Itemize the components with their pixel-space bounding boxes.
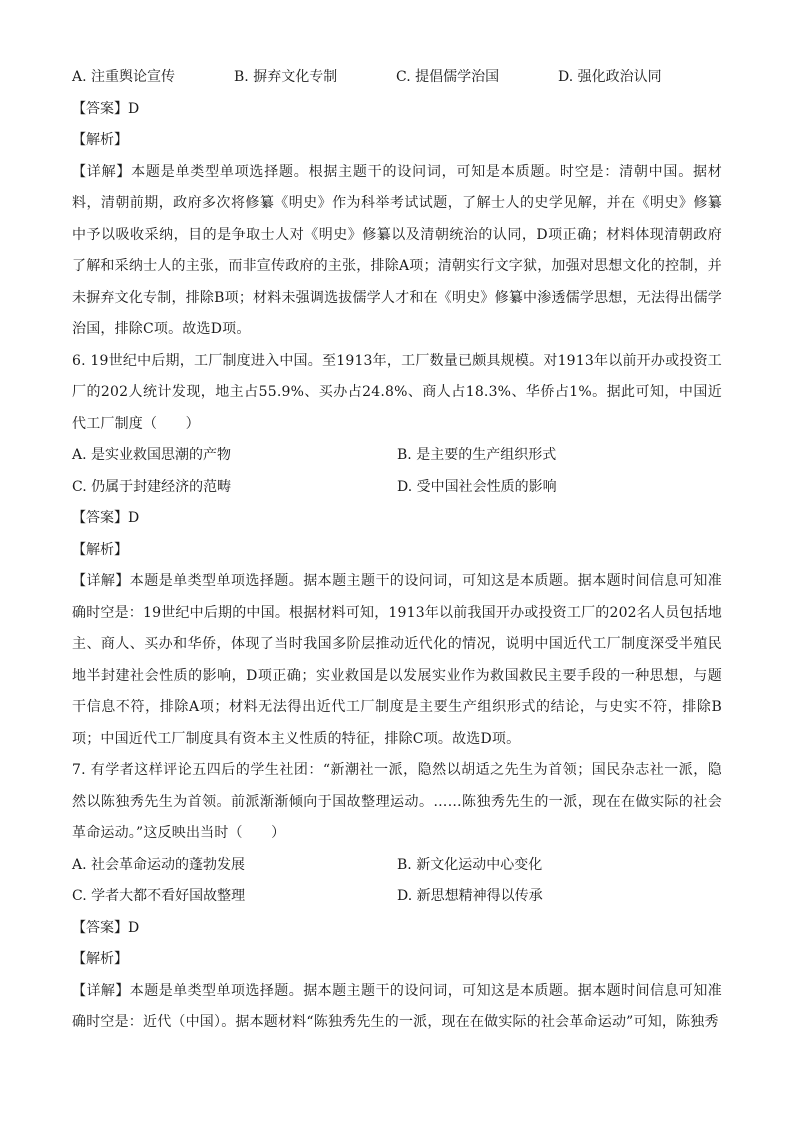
q6-option-c: C. 仍属于封建经济的范畴 [72,478,232,495]
q5-option-a: A. 注重舆论宣传 [72,69,176,85]
q6-analysis-label: 【解析】 [72,541,128,558]
q7-option-b: B. 新文化运动中心变化 [397,856,543,873]
q7-option-d: D. 新思想精神得以传承 [397,888,543,904]
q7-detail: 【详解】本题是单类型单项选择题。据本题主题干的设问词，可知这是本质题。据本题时间信息可知准确时空是：近代（中国）。据本题材料“陈独秀先生的一派，现在在做实际的社会革命运动”可知，陈独秀 [72,982,722,1030]
q5-option-c: C. 提倡儒学治国 [396,69,500,85]
q5-option-d: D. 强化政治认同 [558,69,662,85]
q6-option-b: B. 是主要的生产组织形式 [397,447,557,463]
q5-answer: 【答案】D [72,100,140,117]
q5-option-b: B. 摒弃文化专制 [234,69,338,85]
q7-option-c: C. 学者大都不看好国故整理 [72,888,246,904]
q5-detail: 【详解】本题是单类型单项选择题。根据主题干的设问词，可知是本质题。时空是：清朝中国。据材料，清朝前期，政府多次将修纂《明史》作为科举考试试题，了解士人的史学见解，并在《明史》修纂中予以吸收采纳，目的是争取士人对《明史》修纂以及清朝统治的认同，D项正确；材料体现清朝政府了解和采纳士人的主张，而非宣传政府的主张，排除A项；清朝实行文字狱，加强对思想文化的控制，并未摒弃文化专制，排除B项；材料未强调选拔儒学人才和在《明史》修纂中渗透儒学思想，无法得出儒学治国，排除C项。故选D项。 [72,163,722,337]
q6-answer: 【答案】D [72,510,140,526]
document-page [72,62,722,1039]
q6-option-d: D. 受中国社会性质的影响 [397,478,557,495]
q5-analysis-label: 【解析】 [72,132,128,148]
q7-option-a: A. 社会革命运动的蓬勃发展 [72,856,246,873]
q5-options [72,62,722,94]
q7-answer: 【答案】D [72,919,140,936]
q7-stem: 7. 有学者这样评论五四后的学生社团：“新潮社一派，隐然以胡适之先生为首领；国民杂志社一派，隐然以陈独秀先生为首领。前派渐渐倾向于国故整理运动。……陈独秀先生的一派，现在在做实际的社会革命运动。”这反映出当时（ ） [72,762,722,841]
q7-options [72,850,722,913]
q7-analysis-label: 【解析】 [72,951,128,967]
q6-detail: 【详解】本题是单类型单项选择题。据本题主题干的设问词，可知这是本质题。据本题时间信息可知准确时空是：19世纪中后期的中国。根据材料可知，1913年以前我国开办或投资工厂的202名人员包括地主、商人、买办和华侨，体现了当时我国多阶层推动近代化的情况，说明中国近代工厂制度深受半殖民地半封建社会性质的影响，D项正确；实业救国是以发展实业作为救国救民主要手段的一种思想，与题干信息不符，排除A项；材料无法得出近代工厂制度是主要生产组织形式的结论，与史实不符，排除B项；中国近代工厂制度具有资本主义性质的特征，排除C项。故选D项。 [72,573,722,747]
q6-option-a: A. 是实业救国思潮的产物 [72,447,232,463]
q6-stem: 6. 19世纪中后期，工厂制度进入中国。至1913年，工厂数量已颇具规模。对1913年以前开办或投资工厂的202人统计发现，地主占55.9%、买办占24.8%、商人占18.3%、华侨占1%。据此可知，中国近代工厂制度（ ） [72,352,722,432]
q6-options [72,440,722,503]
